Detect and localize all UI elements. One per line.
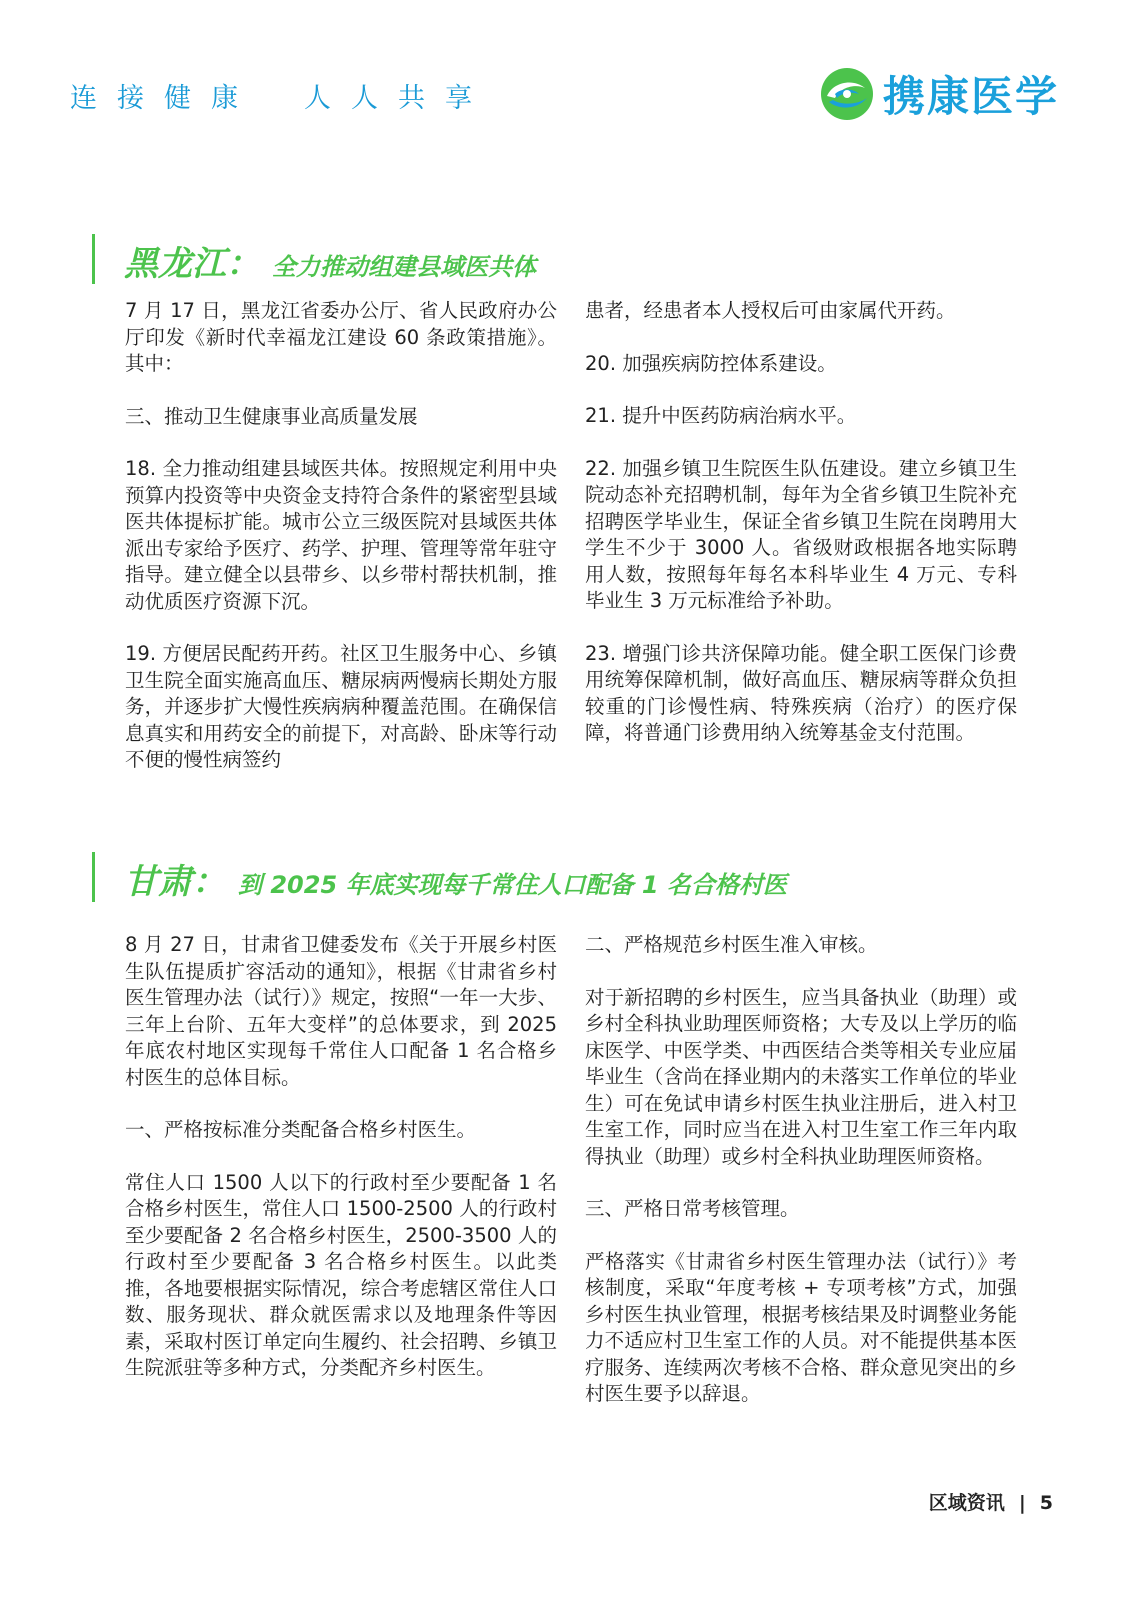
brand-name: 携康医学 [882,72,1059,121]
article-column-left [125,298,557,800]
article-column-right [585,298,1017,773]
paragraph: 二、严格规范乡村医生准入审核。 [585,933,878,956]
paragraph: 7 月 17 日，黑龙江省委办公厅、省人民政府办公厅印发《新时代幸福龙江建设 60 条政策措施》。其中： [125,299,557,375]
header-slogan [70,76,492,115]
paragraph: 22. 加强乡镇卫生院医生队伍建设。建立乡镇卫生院动态补充招聘机制，每年为全省乡镇卫生院补充招聘医学毕业生，保证全省乡镇卫生院在岗聘用大学生不少于 3000 人。省级财政根据各地实际聘用人数，按照每年每名本科毕业生 4 万元、专科毕业生 3 万元标准给予补助。 [585,456,1017,612]
section-accent-bar [92,234,95,284]
paragraph: 严格落实《甘肃省乡村医生管理办法（试行）》考核制度，采取“年度考核 + 专项考核”方式，加强乡村医生执业管理，根据考核结果及时调整业务能力不适应村卫生室工作的人员。对不能提供基本医疗服务、连续两次考核不合格、群众意见突出的乡村医生要予以辞退。 [585,1249,1017,1405]
slogan-right: 人人共享 [304,83,492,114]
paragraph: 一、严格按标准分类配备合格乡村医生。 [125,1118,477,1141]
section-title [124,854,787,903]
paragraph: 患者，经患者本人授权后可由家属代开药。 [585,299,956,322]
paragraph: 8 月 27 日，甘肃省卫健委发布《关于开展乡村医生队伍提质扩容活动的通知》，根据《甘肃省乡村医生管理办法（试行）》规定，按照“一年一大步、三年上台阶、五年大变样”的总体要求，到 2025 年底农村地区实现每千常住人口配备 1 名合格乡村医生的总体目标。 [125,933,557,1089]
section-region: 甘肃： [124,862,226,902]
page-number: 5 [1039,1492,1053,1514]
paragraph: 常住人口 1500 人以下的行政村至少要配备 1 名合格乡村医生，常住人口 1500-2500 人的行政村至少要配备 2 名合格乡村医生，2500-3500 人的行政村至少要配备 3 名合格乡村医生。以此类推，各地要根据实际情况，综合考虑辖区常住人口数、服务现状、群众就医需求以及地理条件等因素，采取村医订单定向生履约、社会招聘、乡镇卫生院派驻等多种方式，分类配齐乡村医生。 [125,1170,557,1379]
section-subtitle: 全力推动组建县域医共体 [272,253,536,281]
paragraph: 三、严格日常考核管理。 [585,1197,800,1220]
swirl-hands-logo-icon [819,66,875,122]
page-footer [929,1488,1053,1515]
article-column-left [125,932,557,1408]
article-column-right [585,932,1017,1434]
paragraph: 23. 增强门诊共济保障功能。健全职工医保门诊费用统筹保障机制，做好高血压、糖尿病等群众负担较重的门诊慢性病、特殊疾病（治疗）的医疗保障，将普通门诊费用纳入统筹基金支付范围。 [585,641,1017,744]
paragraph: 对于新招聘的乡村医生，应当具备执业（助理）或乡村全科执业助理医师资格；大专及以上学历的临床医学、中医学类、中西医结合类等相关专业应届毕业生（含尚在择业期内的未落实工作单位的毕业生）可在免试申请乡村医生执业注册后，进入村卫生室工作，同时应当在进入村卫生室工作三年内取得执业（助理）或乡村全科执业助理医师资格。 [585,985,1017,1168]
slogan-left: 连接健康 [70,83,258,114]
footer-section-name: 区域资讯 [928,1492,1005,1514]
section-accent-bar [92,852,95,902]
paragraph: 19. 方便居民配药开药。社区卫生服务中心、乡镇卫生院全面实施高血压、糖尿病两慢病长期处方服务，并逐步扩大慢性疾病病种覆盖范围。在确保信息真实和用药安全的前提下，对高龄、卧床等行动不便的慢性病签约 [125,642,557,771]
paragraph: 18. 全力推动组建县域医共体。按照规定利用中央预算内投资等中央资金支持符合条件的紧密型县域医共体提标扩能。城市公立三级医院对县域医共体派出专家给予医疗、药学、护理、管理等常年驻守指导。建立健全以县带乡、以乡带村帮扶机制，推动优质医疗资源下沉。 [125,457,557,613]
footer-separator: | [1018,1492,1026,1514]
section-subtitle: 到 2025 年底实现每千常住人口配备 1 名合格村医 [238,871,787,899]
paragraph: 20. 加强疾病防控体系建设。 [585,351,837,375]
paragraph: 三、推动卫生健康事业高质量发展 [125,404,418,428]
section-region: 黑龙江： [124,244,260,284]
paragraph: 21. 提升中医药防病治病水平。 [585,404,857,427]
section-title [124,236,536,285]
brand [819,64,1059,124]
